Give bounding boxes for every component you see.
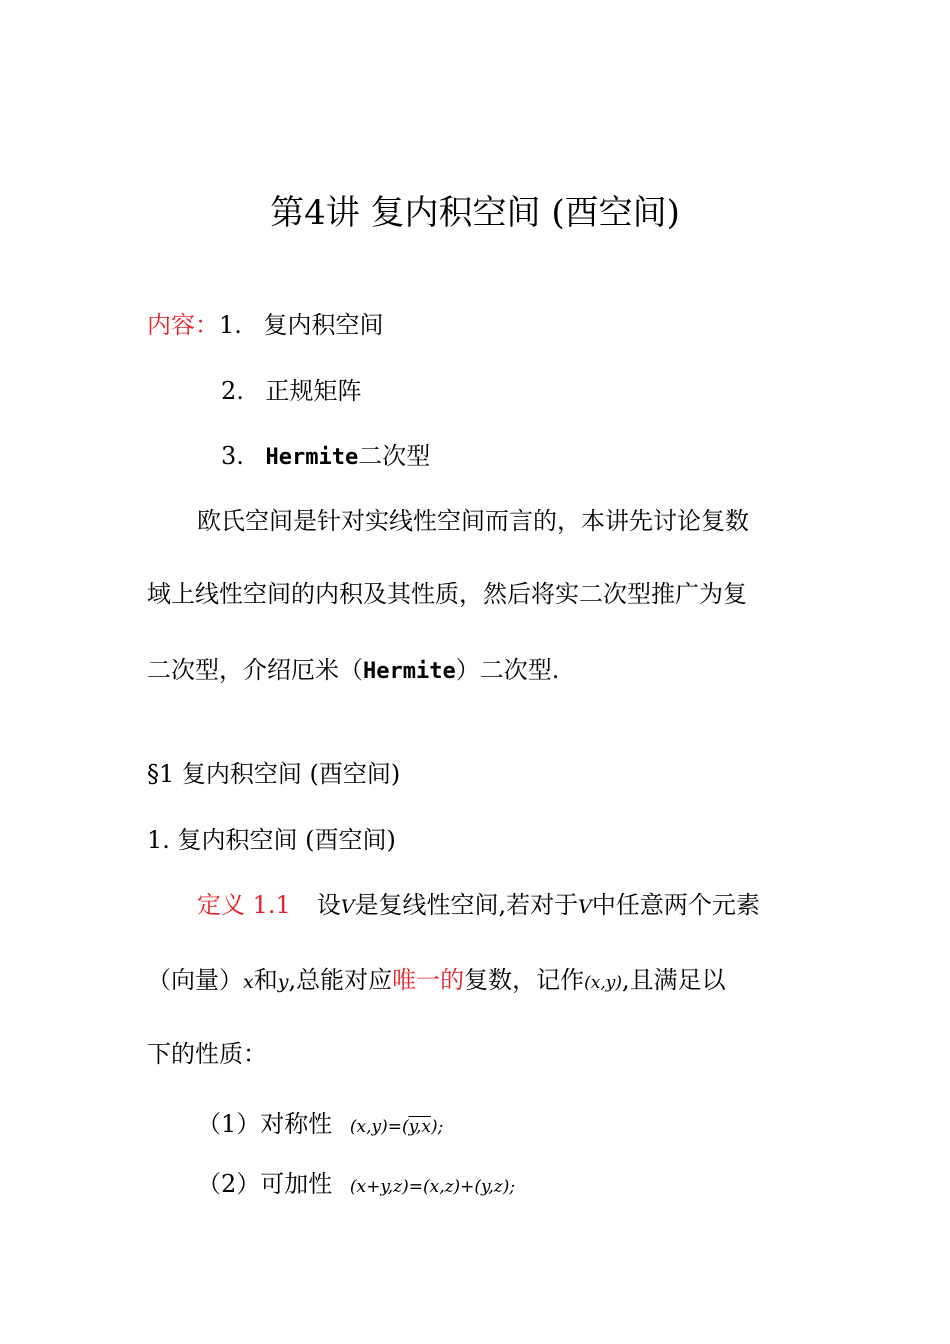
property-row-2	[197, 1172, 515, 1196]
intro-line-3-suffix: ）二次型.	[455, 656, 560, 684]
definition-text: 中任意两个元素	[591, 891, 760, 919]
contents-item-text: 二次型	[358, 442, 431, 470]
contents-row-3	[221, 444, 430, 469]
math-var: x	[243, 971, 254, 993]
contents-row-1	[147, 313, 384, 337]
intro-line-2: 域上线性空间的内积及其性质，然后将实二次型推广为复	[147, 580, 747, 608]
intro-line-1: 欧氏空间是针对实线性空间而言的，本讲先讨论复数	[197, 507, 749, 535]
contents-item-number: 1.	[219, 311, 242, 339]
section-subheading: 1. 复内积空间 (酉空间)	[147, 826, 396, 854]
intro-line-3	[147, 658, 559, 683]
definition-text: 是复线性空间,若对于	[354, 891, 579, 919]
definition-text: 和	[253, 966, 278, 994]
definition-text: （向量）	[147, 966, 243, 994]
formula-conjugate: y,x	[408, 1117, 432, 1137]
definition-line-3: 下的性质：	[147, 1040, 267, 1068]
property-formula	[350, 1117, 443, 1137]
definition-line-2	[147, 968, 726, 992]
contents-item-number: 2.	[221, 377, 244, 405]
math-expression: (x,y)	[584, 973, 622, 993]
formula-lhs: (x,y)=(	[349, 1117, 409, 1137]
definition-emphasis: 唯一的	[392, 966, 465, 994]
definition-label: 定义 1.1	[197, 891, 291, 919]
contents-item-code: Hermite	[265, 445, 359, 470]
property-formula: (x+y,z)=(x,z)+(y,z);	[349, 1177, 516, 1197]
contents-label: 内容：	[147, 311, 219, 339]
property-label: （2）可加性	[197, 1170, 333, 1198]
page-title: 第4讲 复内积空间 (酉空间)	[270, 193, 680, 233]
property-label: （1）对称性	[197, 1110, 333, 1138]
intro-line-3-prefix: 二次型，介绍厄米（	[147, 656, 363, 684]
definition-text: 复数，记作	[464, 966, 585, 994]
formula-rhs: );	[431, 1117, 444, 1137]
math-var: V	[340, 896, 355, 918]
definition-text: ,总能对应	[288, 966, 393, 994]
property-row-1	[197, 1112, 443, 1136]
definition-text: ,且满足以	[621, 966, 726, 994]
math-var: y	[277, 971, 289, 993]
contents-item-text: 复内积空间	[263, 311, 384, 339]
contents-row-2	[221, 379, 362, 403]
intro-line-3-code: Hermite	[363, 659, 456, 684]
math-var: V	[578, 896, 592, 918]
contents-item-text: 正规矩阵	[265, 377, 362, 405]
definition-text: 设	[316, 891, 341, 919]
definition-line-1	[197, 893, 760, 917]
contents-item-number: 3.	[221, 442, 244, 470]
section-heading: §1 复内积空间 (酉空间)	[147, 760, 401, 788]
